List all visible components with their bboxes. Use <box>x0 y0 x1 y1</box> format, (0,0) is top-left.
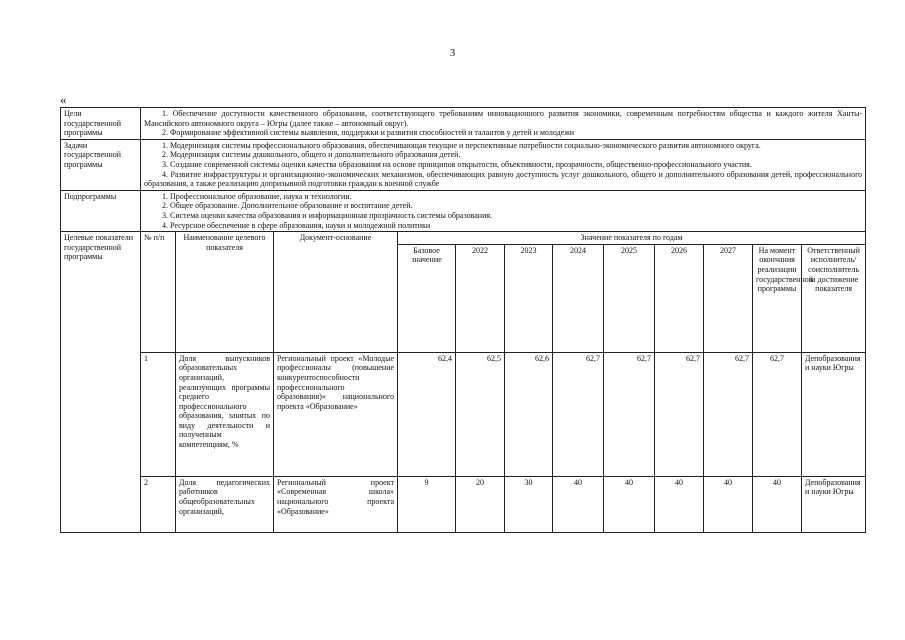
row-value: 62,7 <box>604 352 655 476</box>
header-resp: Ответственный исполнитель/соисполнитель за достижение показателя <box>802 244 866 352</box>
goals-content <box>141 108 866 140</box>
task-item: 4. Развитие инфраструктуры и организационно-экономических механизмов, обеспечивающих равную доступность услуг дошкольного, общего и дополнительного образования детей, профессионального образования, а также реализацию допризывной подготовки граждан к военной службе <box>144 169 863 189</box>
row-end: 62,7 <box>753 352 802 476</box>
row-value: 40 <box>553 476 604 532</box>
row-resp: Депобразования и науки Югры <box>802 352 866 476</box>
row-name: Доля педагогических работников общеобразовательных организаций, <box>176 476 274 532</box>
row-end: 40 <box>753 476 802 532</box>
header-year: 2022 <box>456 244 505 352</box>
indicators-label: Целевые показатели государственной программы <box>61 232 141 533</box>
goals-row <box>61 108 866 140</box>
tasks-label: Задачи государственной программы <box>61 139 141 190</box>
header-end: На момент окончания реализации государственной программы <box>753 244 802 352</box>
goal-item: 1. Обеспечение доступности качественного образования, соответствующего требованиям инновационного развития экономики, современным потребностям общества и каждого жителя Ханты-Мансийского автономного округа – Югры (далее также – автономный округ). <box>144 109 863 128</box>
row-doc: Региональный проект «Молодые профессионалы (повышение конкурентоспособности профессионального образования)» национального проекта «Образование» <box>274 352 398 476</box>
tasks-content <box>141 139 866 190</box>
task-item: 2. Модернизация системы дошкольного, общего и дополнительного образования детей. <box>162 150 461 160</box>
row-num: 1 <box>141 352 176 476</box>
header-year: 2024 <box>553 244 604 352</box>
row-base: 9 <box>398 476 456 532</box>
row-value: 62,7 <box>553 352 604 476</box>
subprograms-label: Подпрограммы <box>61 190 141 231</box>
row-value: 40 <box>704 476 753 532</box>
row-doc: Региональный проект «Современная школа» национального проекта «Образование» <box>274 476 398 532</box>
task-item: 3. Создание современной системы оценки качества образования на основе принципов открытости, объективности, прозрачности, общественно-профессионального участия. <box>162 159 752 169</box>
subprogram-item: 1. Профессиональное образование, наука и технологии. <box>162 191 352 201</box>
row-value: 30 <box>505 476 553 532</box>
subprogram-item: 3. Система оценки качества образования и информационная прозрачность системы образования. <box>162 210 493 220</box>
open-quote: « <box>60 92 67 107</box>
indicators-header-row <box>61 232 866 245</box>
task-item: 1. Модернизация системы профессионального образования, обеспечивающая текущие и перспективные потребности социально-экономического развития автономного округа. <box>162 140 761 150</box>
header-doc: Документ-основание <box>274 232 398 353</box>
goals-label: Цели государственной программы <box>61 108 141 140</box>
table-row <box>61 352 866 476</box>
page-number: 3 <box>449 47 456 59</box>
row-value: 62,6 <box>505 352 553 476</box>
row-value: 40 <box>655 476 704 532</box>
header-values-group: Значение показателя по годам <box>398 232 866 245</box>
row-value: 20 <box>456 476 505 532</box>
row-value: 40 <box>604 476 655 532</box>
row-value: 62,5 <box>456 352 505 476</box>
header-year: 2026 <box>655 244 704 352</box>
row-resp: Депобразования и науки Югры <box>802 476 866 532</box>
subprogram-item: 2. Общее образование. Дополнительное образование и воспитание детей. <box>162 201 413 211</box>
header-name: Наименование целевого показателя <box>176 232 274 353</box>
header-num: № п/п <box>141 232 176 353</box>
header-base: Базовое значение <box>398 244 456 352</box>
row-num: 2 <box>141 476 176 532</box>
header-year: 2027 <box>704 244 753 352</box>
row-name: Доля выпускников образовательных организаций, реализующих программы среднего профессионального образования, занятых по виду деятельности и полученным компетенциям, % <box>176 352 274 476</box>
subprograms-row <box>61 190 866 231</box>
subprogram-item: 4. Ресурсное обеспечение в сфере образования, науки и молодежной политики <box>162 220 431 230</box>
header-year: 2025 <box>604 244 655 352</box>
row-value: 62,7 <box>655 352 704 476</box>
passport-table <box>60 107 866 533</box>
subprograms-content <box>141 190 866 231</box>
table-row <box>61 476 866 532</box>
tasks-row <box>61 139 866 190</box>
header-year: 2023 <box>505 244 553 352</box>
row-value: 62,7 <box>704 352 753 476</box>
row-base: 62,4 <box>398 352 456 476</box>
goal-item: 2. Формирование эффективной системы выявления, поддержки и развития способностей и талантов у детей и молодежи <box>162 128 575 138</box>
